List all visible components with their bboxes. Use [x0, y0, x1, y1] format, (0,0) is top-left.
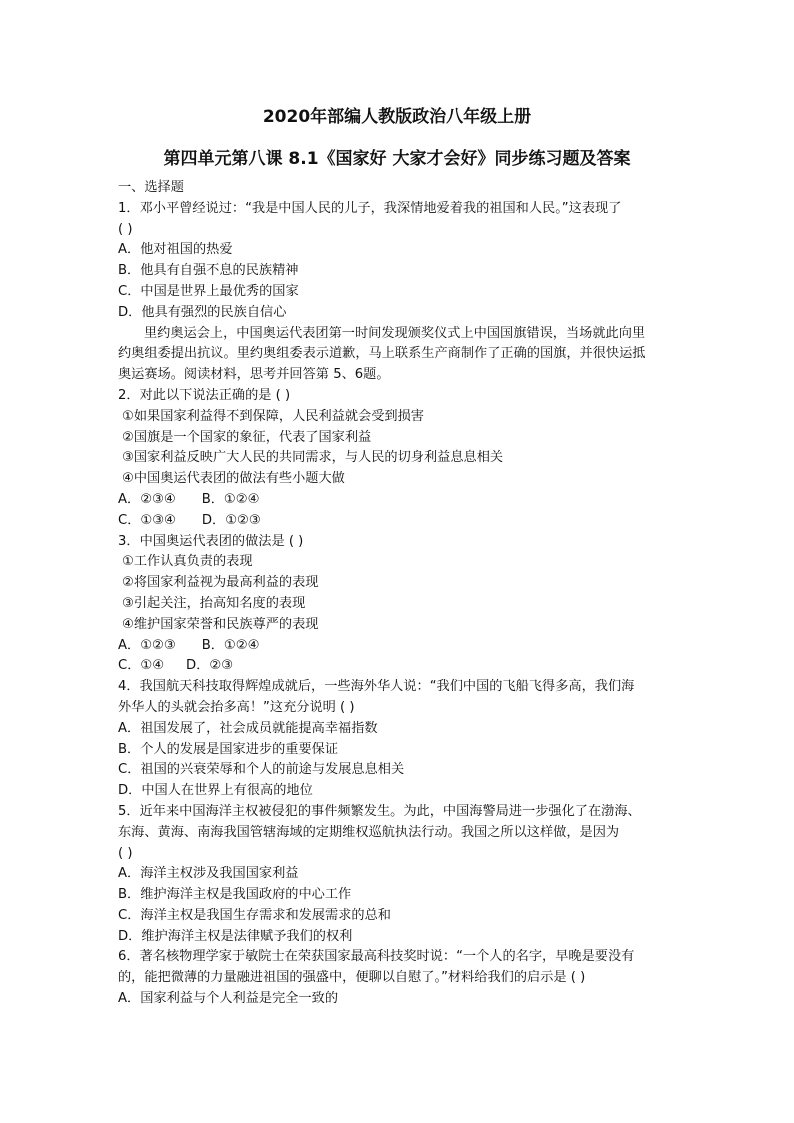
q2-option-a: A．②③④: [118, 491, 176, 507]
material-line1: 里约奥运会上，中国奥运代表团第一时间发现颁奖仪式上中国国旗错误，当场就此向里: [144, 325, 646, 341]
q2-item-4: ④中国奥运代表团的做法有些小题大做: [122, 471, 345, 487]
document-title: 2020年部编人教版政治八年级上册: [262, 107, 532, 127]
q4-option-b: B．个人的发展是国家进步的重要保证: [118, 741, 339, 757]
q3-item-2: ②将国家利益视为最高利益的表现: [122, 575, 319, 591]
q5-stem-line3: ( ): [118, 845, 133, 861]
q2-option-b: B．①②④: [201, 491, 260, 507]
q3-item-1: ①工作认真负责的表现: [122, 554, 253, 570]
q1-option-b: B．他具有自强不息的民族精神: [118, 263, 299, 279]
q4-option-d: D．中国人在世界上有很高的地位: [118, 783, 313, 799]
q3-item-4: ④维护国家荣誉和民族尊严的表现: [122, 616, 319, 632]
q1-stem-line1: 1．邓小平曾经说过：“我是中国人民的儿子，我深情地爱着我的祖国和人民。”这表现了: [118, 200, 622, 216]
q1-stem-line2: ( ): [118, 221, 133, 237]
q3-item-3: ③引起关注，抬高知名度的表现: [122, 595, 306, 611]
q4-stem-line2: 外华人的头就会抬多高！”这充分说明 ( ): [118, 699, 355, 715]
q5-option-a: A．海洋主权涉及我国国家利益: [118, 866, 299, 882]
q3-option-a: A．①②③: [118, 637, 176, 653]
q5-option-c: C．海洋主权是我国生存需求和发展需求的总和: [118, 907, 391, 923]
material-line3: 奥运赛场。阅读材料，思考并回答第 5、6题。: [118, 367, 390, 383]
q6-stem-line1: 6．著名核物理学家于敏院士在荣获国家最高科技奖时说：“一个人的名字，早晚是要没有: [118, 949, 635, 965]
q3-options-cd: [118, 656, 688, 677]
q1-option-a: A．他对祖国的热爱: [118, 242, 233, 258]
q3-options-ab: [118, 636, 688, 657]
q2-item-1: ①如果国家利益得不到保障，人民利益就会受到损害: [122, 408, 424, 424]
q3-option-b: B．①②④: [201, 637, 260, 653]
q5-stem-line1: 5．近年来中国海洋主权被侵犯的事件频繁发生。为此，中国海警局进一步强化了在渤海、: [118, 803, 641, 819]
q4-stem-line1: 4．我国航天科技取得辉煌成就后，一些海外华人说：“我们中国的飞船飞得多高，我们海: [118, 679, 635, 695]
section-heading: 一、选择题: [118, 180, 184, 195]
q2-stem: 2．对此以下说法正确的是 ( ): [118, 387, 291, 403]
q2-item-3: ③国家利益反映广大人民的共同需求，与人民的切身利益息息相关: [122, 450, 504, 466]
q2-option-c: C．①③④: [118, 512, 176, 528]
q2-option-d: D．①②③: [201, 512, 261, 528]
q4-option-c: C．祖国的兴衰荣辱和个人的前途与发展息息相关: [118, 762, 405, 778]
q3-option-d: D．②③: [186, 658, 234, 674]
document-subtitle: 第四单元第八课 8.1《国家好 大家才会好》同步练习题及答案: [163, 149, 631, 169]
q4-option-a: A．祖国发展了，社会成员就能提高幸福指数: [118, 720, 378, 736]
document-body: [118, 178, 688, 1010]
q5-option-d: D．维护海洋主权是法律赋予我们的权利: [118, 928, 353, 944]
q2-item-2: ②国旗是一个国家的象征，代表了国家利益: [122, 429, 372, 445]
q1-option-c: C．中国是世界上最优秀的国家: [118, 283, 299, 299]
q1-option-d: D．他具有强烈的民族自信心: [118, 304, 287, 320]
q3-stem: 3．中国奥运代表团的做法是 ( ): [118, 533, 304, 549]
q5-stem-line2: 东海、黄海、南海我国管辖海域的定期维权巡航执法行动。我国之所以这样做，是因为: [118, 824, 620, 840]
q6-stem-line2: 的，能把微薄的力量融进祖国的强盛中，便聊以自慰了。”材料给我们的启示是 ( ): [118, 970, 586, 986]
q2-options-cd: [118, 511, 688, 532]
q5-option-b: B．维护海洋主权是我国政府的中心工作: [118, 887, 352, 903]
q2-options-ab: [118, 490, 688, 511]
material-line2: 约奥组委提出抗议。里约奥组委表示道歉，马上联系生产商制作了正确的国旗，并很快运抵: [118, 346, 646, 362]
q6-option-a: A．国家利益与个人利益是完全一致的: [118, 991, 339, 1007]
q3-option-c: C．①④: [118, 658, 165, 674]
